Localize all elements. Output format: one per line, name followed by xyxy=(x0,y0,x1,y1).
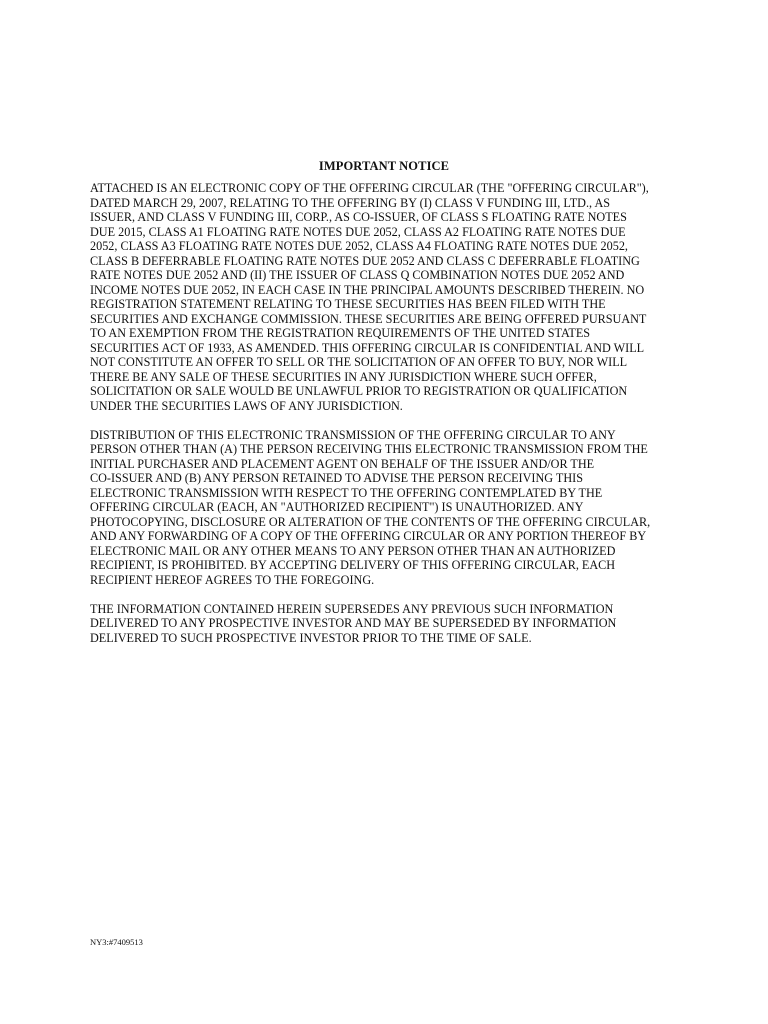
paragraph-supersedes-information: THE INFORMATION CONTAINED HEREIN SUPERSEDES ANY PREVIOUS SUCH INFORMATION DELIVERED TO ANY PROSPECTIVE INVESTOR AND MAY BE SUPERSEDED BY INFORMATION DELIVERED TO SUCH PROSPECTIVE INVESTOR PRIOR TO THE TIME OF SALE. xyxy=(90,601,617,645)
document-footer-id: NY3:#7409513 xyxy=(90,937,143,947)
notice-body xyxy=(90,181,680,660)
paragraph-distribution-restriction: DISTRIBUTION OF THIS ELECTRONIC TRANSMISSION OF THE OFFERING CIRCULAR TO ANY PERSON OTHER THAN (A) THE PERSON RECEIVING THIS ELECTRONIC TRANSMISSION FROM THE INITIAL PURCHASER AND PLACEMENT AGENT ON BEHALF OF THE ISSUER AND/OR THE CO-ISSUER AND (B) ANY PERSON RETAINED TO ADVISE THE PERSON RECEIVING THIS ELECTRONIC TRANSMISSION WITH RESPECT TO THE OFFERING CONTEMPLATED BY THE OFFERING CIRCULAR (EACH, AN "AUTHORIZED RECIPIENT") IS UNAUTHORIZED. ANY PHOTOCOPYING, DISCLOSURE OR ALTERATION OF THE CONTENTS OF THE OFFERING CIRCULAR, AND ANY FORWARDING OF A COPY OF THE OFFERING CIRCULAR OR ANY PORTION THEREOF BY ELECTRONIC MAIL OR ANY OTHER MEANS TO ANY PERSON OTHER THAN AN AUTHORIZED RECIPIENT, IS PROHIBITED. BY ACCEPTING DELIVERY OF THIS OFFERING CIRCULAR, EACH RECIPIENT HEREOF AGREES TO THE FOREGOING. xyxy=(90,427,651,587)
notice-title: IMPORTANT NOTICE xyxy=(318,159,450,173)
paragraph-offering-description: ATTACHED IS AN ELECTRONIC COPY OF THE OFFERING CIRCULAR (THE "OFFERING CIRCULAR"), DATED MARCH 29, 2007, RELATING TO THE OFFERING BY (I) CLASS V FUNDING III, LTD., AS ISSUER, AND CLASS V FUNDING III, CORP., AS CO-ISSUER, OF CLASS S FLOATING RATE NOTES DUE 2015, CLASS A1 FLOATING RATE NOTES DUE 2052, CLASS A2 FLOATING RATE NOTES DUE 2052, CLASS A3 FLOATING RATE NOTES DUE 2052, CLASS A4 FLOATING RATE NOTES DUE 2052, CLASS B DEFERRABLE FLOATING RATE NOTES DUE 2052 AND CLASS C DEFERRABLE FLOATING RATE NOTES DUE 2052 AND (II) THE ISSUER OF CLASS Q COMBINATION NOTES DUE 2052 AND INCOME NOTES DUE 2052, IN EACH CASE IN THE PRINCIPAL AMOUNTS DESCRIBED THEREIN. NO REGISTRATION STATEMENT RELATING TO THESE SECURITIES HAS BEEN FILED WITH THE SECURITIES AND EXCHANGE COMMISSION. THESE SECURITIES ARE BEING OFFERED PURSUANT TO AN EXEMPTION FROM THE REGISTRATION REQUIREMENTS OF THE UNITED STATES SECURITIES ACT OF 1933, AS AMENDED. THIS OFFERING CIRCULAR IS CONFIDENTIAL AND WILL NOT CONSTITUTE AN OFFER TO SELL OR THE SOLICITATION OF AN OFFER TO BUY, NOR WILL THERE BE ANY SALE OF THESE SECURITIES IN ANY JURISDICTION WHERE SUCH OFFER, SOLICITATION OR SALE WOULD BE UNLAWFUL PRIOR TO REGISTRATION OR QUALIFICATION UNDER THE SECURITIES LAWS OF ANY JURISDICTION. xyxy=(90,181,649,413)
